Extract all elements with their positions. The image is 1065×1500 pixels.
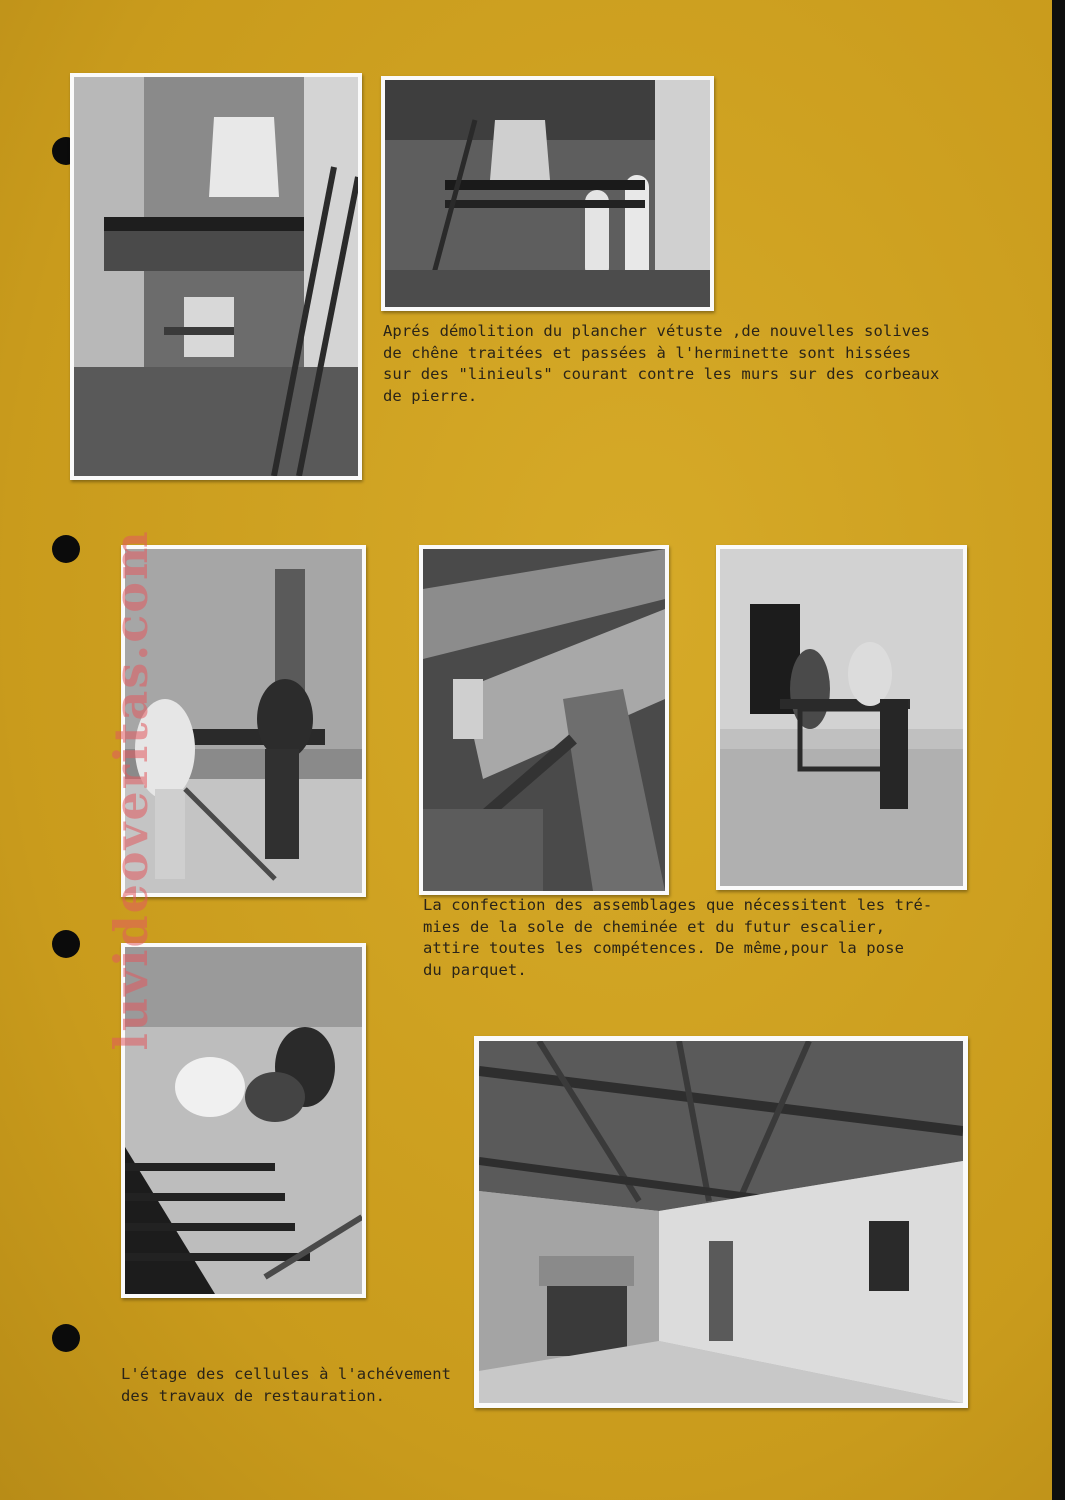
- binder-hole-3: [52, 930, 80, 958]
- watermark: luvideoveritas.com: [104, 529, 158, 1051]
- caption-solives: Aprés démolition du plancher vétuste ,de nouvelles solives de chêne traitées et passées à l'herminette sont hissées sur des "linieuls" courant contre les murs sur des corbeaux de pierre.: [383, 322, 940, 405]
- photo-new-joists: [381, 76, 714, 311]
- photo-finished-attic: [474, 1036, 968, 1408]
- binder-hole-2: [52, 535, 80, 563]
- binder-hole-4: [52, 1324, 80, 1352]
- caption-etage: L'étage des cellules à l'achévement des travaux de restauration.: [121, 1365, 452, 1405]
- photo-demolition-interior: [70, 73, 362, 480]
- background-edge: [1052, 0, 1065, 1500]
- caption-assemblages: La confection des assemblages que nécessitent les tré- mies de la sole de cheminée et du futur escalier, attire toutes les compétences. De même,pour la pose du parquet.: [423, 896, 933, 979]
- photo-timber-joint: [419, 545, 669, 895]
- photo-sawing-workers: [716, 545, 967, 890]
